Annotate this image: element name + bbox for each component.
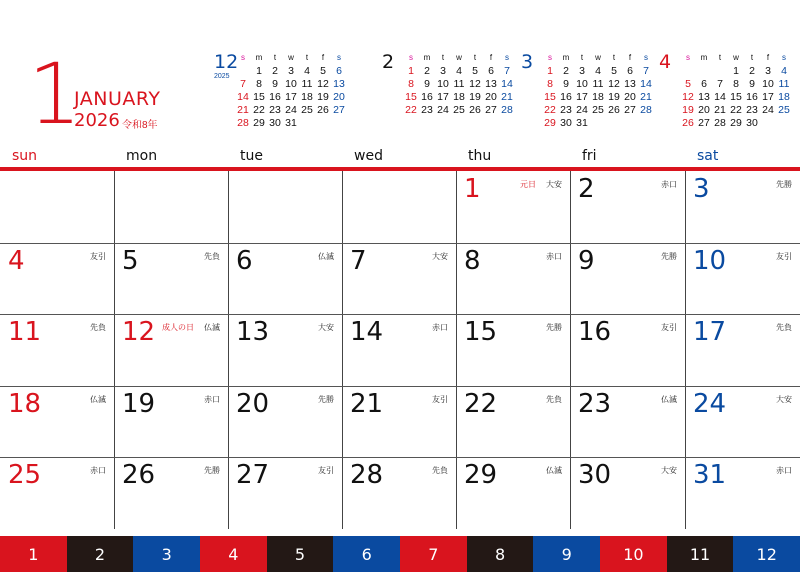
mini-day: 12 xyxy=(469,78,481,90)
mini-day: 12 xyxy=(682,91,694,103)
mini-day: 19 xyxy=(317,91,329,103)
mini-day: 7 xyxy=(504,65,510,77)
day-cell-29 xyxy=(456,457,570,529)
mini-day: 26 xyxy=(608,104,620,116)
day-cell-27 xyxy=(228,457,342,529)
mini-day: 15 xyxy=(253,91,265,103)
mini-day: 2 xyxy=(272,65,278,77)
mini-weekday-header: s xyxy=(337,53,341,62)
day-number: 31 xyxy=(693,460,727,490)
mini-day: 4 xyxy=(595,65,601,77)
rokuyo-label: 先負 xyxy=(90,323,106,332)
mini-day: 21 xyxy=(714,104,726,116)
mini-day: 14 xyxy=(237,91,249,103)
rokuyo-label: 赤口 xyxy=(90,466,106,475)
mini-days-grid xyxy=(542,52,654,130)
mini-days-grid xyxy=(680,52,792,130)
rokuyo-label: 赤口 xyxy=(661,180,677,189)
mini-month-number: 3 xyxy=(521,51,534,73)
day-number: 14 xyxy=(350,317,384,347)
day-cell-21 xyxy=(342,386,456,458)
mini-day: 3 xyxy=(579,65,585,77)
day-cell-19 xyxy=(114,386,228,458)
day-number: 27 xyxy=(236,460,270,490)
day-cell-22 xyxy=(456,386,570,458)
rokuyo-label: 先勝 xyxy=(546,323,562,332)
holiday-label: 成人の日 xyxy=(162,323,194,332)
day-number: 18 xyxy=(8,389,42,419)
mini-weekday-header: s xyxy=(782,53,786,62)
rokuyo-label: 仏滅 xyxy=(318,252,334,261)
mini-month-number: 2 xyxy=(382,51,395,73)
mini-day: 18 xyxy=(778,91,790,103)
day-number: 19 xyxy=(122,389,156,419)
mini-month-number: 12 xyxy=(214,51,239,73)
mini-weekday-header: f xyxy=(321,53,325,62)
mini-day: 3 xyxy=(440,65,446,77)
day-cell-31 xyxy=(685,457,800,529)
month-tab-5[interactable]: 5 xyxy=(267,536,334,572)
rokuyo-label: 大安 xyxy=(318,323,334,332)
day-number: 1 xyxy=(464,174,481,204)
day-cell-14 xyxy=(342,314,456,386)
rokuyo-label: 仏滅 xyxy=(661,395,677,404)
mini-day: 28 xyxy=(714,117,726,129)
mini-day: 7 xyxy=(717,78,723,90)
rokuyo-label: 先勝 xyxy=(318,395,334,404)
mini-weekday-header: s xyxy=(409,53,413,62)
day-cell-28 xyxy=(342,457,456,529)
mini-day: 15 xyxy=(730,91,742,103)
mini-weekday-header: s xyxy=(686,53,690,62)
mini-weekday-header: s xyxy=(241,53,245,62)
mini-weekday-header: w xyxy=(595,53,601,62)
mini-day: 28 xyxy=(501,104,513,116)
mini-day: 9 xyxy=(272,78,278,90)
empty-cell xyxy=(342,171,456,243)
day-cell-11 xyxy=(0,314,114,386)
month-tab-10[interactable]: 10 xyxy=(600,536,667,572)
mini-day: 1 xyxy=(408,65,414,77)
empty-cell xyxy=(0,171,114,243)
day-cell-23 xyxy=(570,386,685,458)
mini-day: 30 xyxy=(746,117,758,129)
day-cell-25 xyxy=(0,457,114,529)
day-cell-12 xyxy=(114,314,228,386)
mini-day: 21 xyxy=(237,104,249,116)
mini-days-grid xyxy=(403,52,515,117)
month-tab-11[interactable]: 11 xyxy=(667,536,734,572)
day-number: 10 xyxy=(693,246,727,276)
day-number: 3 xyxy=(693,174,710,204)
mini-day: 2 xyxy=(749,65,755,77)
mini-day: 23 xyxy=(560,104,572,116)
mini-day: 26 xyxy=(469,104,481,116)
day-number: 29 xyxy=(464,460,498,490)
mini-day: 17 xyxy=(285,91,297,103)
mini-weekday-header: t xyxy=(473,53,477,62)
mini-day: 27 xyxy=(624,104,636,116)
mini-day: 13 xyxy=(624,78,636,90)
day-number: 22 xyxy=(464,389,498,419)
mini-day: 5 xyxy=(320,65,326,77)
mini-day: 29 xyxy=(544,117,556,129)
mini-day: 10 xyxy=(285,78,297,90)
mini-day: 31 xyxy=(285,117,297,129)
day-cell-1 xyxy=(456,171,570,243)
mini-day: 29 xyxy=(253,117,265,129)
mini-day: 13 xyxy=(485,78,497,90)
mini-day: 24 xyxy=(285,104,297,116)
mini-day: 9 xyxy=(424,78,430,90)
day-number: 2 xyxy=(578,174,595,204)
rokuyo-label: 先負 xyxy=(776,323,792,332)
mini-day: 29 xyxy=(730,117,742,129)
day-cell-6 xyxy=(228,243,342,315)
day-number: 17 xyxy=(693,317,727,347)
rokuyo-label: 大安 xyxy=(661,466,677,475)
mini-blank xyxy=(235,65,251,78)
mini-day: 16 xyxy=(269,91,281,103)
mini-day: 19 xyxy=(608,91,620,103)
mini-day: 10 xyxy=(762,78,774,90)
empty-cell xyxy=(114,171,228,243)
day-cell-10 xyxy=(685,243,800,315)
month-tab-6[interactable]: 6 xyxy=(333,536,400,572)
mini-day: 11 xyxy=(592,78,604,90)
mini-day: 24 xyxy=(762,104,774,116)
mini-weekday-header: t xyxy=(612,53,616,62)
day-number: 11 xyxy=(8,317,42,347)
day-cell-30 xyxy=(570,457,685,529)
mini-day: 15 xyxy=(544,91,556,103)
mini-day: 14 xyxy=(501,78,513,90)
mini-day: 5 xyxy=(472,65,478,77)
mini-day: 19 xyxy=(469,91,481,103)
mini-day: 18 xyxy=(301,91,313,103)
mini-day: 11 xyxy=(453,78,465,90)
mini-day: 17 xyxy=(576,91,588,103)
mini-day: 25 xyxy=(592,104,604,116)
rokuyo-label: 仏滅 xyxy=(204,323,220,332)
mini-day: 21 xyxy=(640,91,652,103)
weekday-fri: fri xyxy=(582,148,597,164)
day-number: 26 xyxy=(122,460,156,490)
mini-day: 25 xyxy=(453,104,465,116)
rokuyo-label: 友引 xyxy=(318,466,334,475)
mini-blank xyxy=(712,65,728,78)
mini-day: 26 xyxy=(682,117,694,129)
day-number: 23 xyxy=(578,389,612,419)
mini-day: 19 xyxy=(682,104,694,116)
mini-day: 22 xyxy=(544,104,556,116)
mini-day: 5 xyxy=(611,65,617,77)
mini-day: 21 xyxy=(501,91,513,103)
mini-day: 22 xyxy=(253,104,265,116)
mini-weekday-header: w xyxy=(288,53,294,62)
day-number: 25 xyxy=(8,460,42,490)
month-header xyxy=(0,0,200,145)
day-cell-20 xyxy=(228,386,342,458)
day-number: 20 xyxy=(236,389,270,419)
day-cell-8 xyxy=(456,243,570,315)
day-number: 21 xyxy=(350,389,384,419)
weekday-wed: wed xyxy=(354,148,383,164)
day-number: 7 xyxy=(350,246,367,276)
day-cell-17 xyxy=(685,314,800,386)
mini-weekday-header: t xyxy=(718,53,722,62)
mini-weekday-header: t xyxy=(441,53,445,62)
month-name: JANUARY xyxy=(74,88,161,110)
mini-day: 6 xyxy=(488,65,494,77)
mini-day: 16 xyxy=(746,91,758,103)
weekday-header xyxy=(0,148,800,168)
mini-day: 28 xyxy=(640,104,652,116)
mini-day: 13 xyxy=(333,78,345,90)
mini-day: 8 xyxy=(547,78,553,90)
mini-day: 11 xyxy=(778,78,790,90)
mini-day: 27 xyxy=(698,117,710,129)
mini-weekday-header: m xyxy=(255,53,263,62)
mini-day: 1 xyxy=(547,65,553,77)
day-number: 13 xyxy=(236,317,270,347)
holiday-label: 元日 xyxy=(520,180,536,189)
month-tab-4[interactable]: 4 xyxy=(200,536,267,572)
rokuyo-label: 友引 xyxy=(90,252,106,261)
mini-weekday-header: w xyxy=(733,53,739,62)
rokuyo-label: 赤口 xyxy=(432,323,448,332)
mini-weekday-header: s xyxy=(644,53,648,62)
rokuyo-label: 大安 xyxy=(776,395,792,404)
mini-day: 22 xyxy=(730,104,742,116)
mini-blank xyxy=(696,65,712,78)
mini-day: 8 xyxy=(733,78,739,90)
mini-weekday-header: f xyxy=(489,53,493,62)
mini-weekday-header: m xyxy=(423,53,431,62)
mini-day: 10 xyxy=(576,78,588,90)
mini-day: 17 xyxy=(437,91,449,103)
mini-day: 16 xyxy=(421,91,433,103)
day-cell-18 xyxy=(0,386,114,458)
mini-day: 25 xyxy=(301,104,313,116)
mini-day: 24 xyxy=(576,104,588,116)
mini-weekday-header: s xyxy=(505,53,509,62)
month-tab-3[interactable]: 3 xyxy=(133,536,200,572)
day-number: 5 xyxy=(122,246,139,276)
rokuyo-label: 大安 xyxy=(546,180,562,189)
mini-day: 27 xyxy=(333,104,345,116)
day-cell-15 xyxy=(456,314,570,386)
day-cell-26 xyxy=(114,457,228,529)
mini-day: 20 xyxy=(698,104,710,116)
rokuyo-label: 赤口 xyxy=(204,395,220,404)
mini-day: 9 xyxy=(563,78,569,90)
mini-day: 9 xyxy=(749,78,755,90)
mini-day: 4 xyxy=(456,65,462,77)
month-tab-12[interactable]: 12 xyxy=(733,536,800,572)
mini-day: 3 xyxy=(288,65,294,77)
day-number: 8 xyxy=(464,246,481,276)
mini-year: 2025 xyxy=(214,73,230,80)
mini-weekday-header: t xyxy=(580,53,584,62)
empty-cell xyxy=(228,171,342,243)
rokuyo-label: 大安 xyxy=(432,252,448,261)
mini-day: 10 xyxy=(437,78,449,90)
rokuyo-label: 先負 xyxy=(546,395,562,404)
mini-day: 1 xyxy=(733,65,739,77)
day-cell-16 xyxy=(570,314,685,386)
day-cell-24 xyxy=(685,386,800,458)
mini-weekday-header: t xyxy=(305,53,309,62)
mini-day: 23 xyxy=(269,104,281,116)
mini-day: 8 xyxy=(408,78,414,90)
mini-day: 12 xyxy=(317,78,329,90)
mini-day: 2 xyxy=(424,65,430,77)
month-tabs xyxy=(0,536,800,572)
rokuyo-label: 友引 xyxy=(776,252,792,261)
day-cell-2 xyxy=(570,171,685,243)
mini-day: 20 xyxy=(624,91,636,103)
mini-day: 16 xyxy=(560,91,572,103)
mini-weekday-header: m xyxy=(700,53,708,62)
mini-day: 6 xyxy=(627,65,633,77)
day-number: 9 xyxy=(578,246,595,276)
rokuyo-label: 先勝 xyxy=(776,180,792,189)
day-number: 30 xyxy=(578,460,612,490)
weekday-thu: thu xyxy=(468,148,492,164)
mini-day: 23 xyxy=(421,104,433,116)
mini-day: 6 xyxy=(701,78,707,90)
mini-day: 13 xyxy=(698,91,710,103)
day-cell-7 xyxy=(342,243,456,315)
rokuyo-label: 友引 xyxy=(432,395,448,404)
mini-day: 25 xyxy=(778,104,790,116)
rokuyo-label: 先負 xyxy=(432,466,448,475)
rokuyo-label: 赤口 xyxy=(776,466,792,475)
mini-day: 17 xyxy=(762,91,774,103)
weekday-mon: mon xyxy=(126,148,158,164)
mini-weekday-header: w xyxy=(456,53,462,62)
month-tab-8[interactable]: 8 xyxy=(467,536,534,572)
rokuyo-label: 先負 xyxy=(204,252,220,261)
mini-day: 6 xyxy=(336,65,342,77)
mini-day: 2 xyxy=(563,65,569,77)
mini-day: 4 xyxy=(304,65,310,77)
mini-day: 4 xyxy=(781,65,787,77)
day-number: 15 xyxy=(464,317,498,347)
rokuyo-label: 仏滅 xyxy=(90,395,106,404)
mini-blank xyxy=(680,65,696,78)
mini-weekday-header: f xyxy=(766,53,770,62)
month-number: 1 xyxy=(28,45,82,143)
mini-weekday-header: t xyxy=(273,53,277,62)
mini-day: 7 xyxy=(643,65,649,77)
day-number: 12 xyxy=(122,317,156,347)
month-tab-7[interactable]: 7 xyxy=(400,536,467,572)
weekday-sun: sun xyxy=(12,148,38,164)
mini-day: 14 xyxy=(640,78,652,90)
month-tab-1[interactable]: 1 xyxy=(0,536,67,572)
mini-day: 1 xyxy=(256,65,262,77)
mini-weekday-header: m xyxy=(562,53,570,62)
era-label: 令和8年 xyxy=(122,120,158,131)
mini-day: 18 xyxy=(453,91,465,103)
year-label: 2026 xyxy=(74,110,120,131)
rokuyo-label: 仏滅 xyxy=(546,466,562,475)
mini-day: 24 xyxy=(437,104,449,116)
day-number: 4 xyxy=(8,246,25,276)
mini-day: 12 xyxy=(608,78,620,90)
mini-day: 22 xyxy=(405,104,417,116)
mini-day: 26 xyxy=(317,104,329,116)
mini-day: 31 xyxy=(576,117,588,129)
mini-day: 30 xyxy=(560,117,572,129)
day-cell-5 xyxy=(114,243,228,315)
mini-day: 20 xyxy=(485,91,497,103)
mini-weekday-header: f xyxy=(628,53,632,62)
day-cell-4 xyxy=(0,243,114,315)
rokuyo-label: 先勝 xyxy=(204,466,220,475)
day-number: 28 xyxy=(350,460,384,490)
rokuyo-label: 赤口 xyxy=(546,252,562,261)
day-cell-13 xyxy=(228,314,342,386)
mini-weekday-header: s xyxy=(548,53,552,62)
mini-days-grid xyxy=(235,52,347,130)
mini-day: 28 xyxy=(237,117,249,129)
mini-day: 23 xyxy=(746,104,758,116)
mini-day: 30 xyxy=(269,117,281,129)
mini-day: 5 xyxy=(685,78,691,90)
mini-day: 20 xyxy=(333,91,345,103)
rokuyo-label: 先勝 xyxy=(661,252,677,261)
rokuyo-label: 友引 xyxy=(661,323,677,332)
day-cell-3 xyxy=(685,171,800,243)
mini-day: 11 xyxy=(301,78,313,90)
month-tab-2[interactable]: 2 xyxy=(67,536,134,572)
mini-day: 15 xyxy=(405,91,417,103)
day-number: 6 xyxy=(236,246,253,276)
mini-day: 14 xyxy=(714,91,726,103)
mini-day: 7 xyxy=(240,78,246,90)
mini-day: 18 xyxy=(592,91,604,103)
mini-day: 8 xyxy=(256,78,262,90)
weekday-tue: tue xyxy=(240,148,263,164)
calendar-grid xyxy=(0,171,800,529)
mini-weekday-header: t xyxy=(750,53,754,62)
mini-day: 3 xyxy=(765,65,771,77)
mini-day: 27 xyxy=(485,104,497,116)
mini-month-number: 4 xyxy=(659,51,672,73)
day-number: 24 xyxy=(693,389,727,419)
month-tab-9[interactable]: 9 xyxy=(533,536,600,572)
weekday-sat: sat xyxy=(697,148,719,164)
day-number: 16 xyxy=(578,317,612,347)
day-cell-9 xyxy=(570,243,685,315)
